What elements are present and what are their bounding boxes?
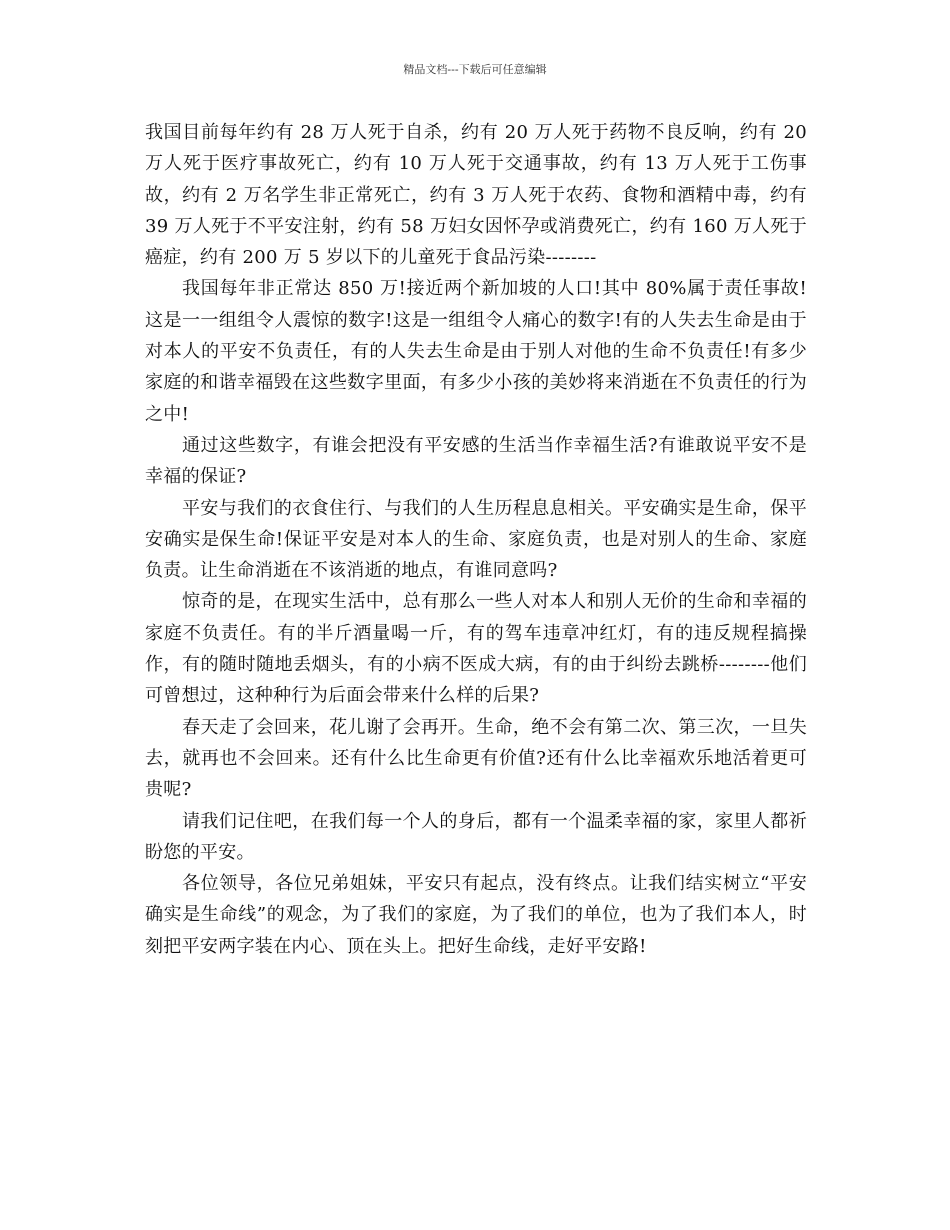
paragraph-life-once: 春天走了会回来，花儿谢了会再开。生命，绝不会有第二次、第三次，一旦失去，就再也不会回来。还有什么比生命更有价值?还有什么比幸福欢乐地活着更可贵呢? bbox=[145, 716, 807, 801]
paragraph-closing: 各位领导，各位兄弟姐妹，平安只有起点，没有终点。让我们结实树立“平安确实是生命线”的观念，为了我们的家庭，为了我们的单位，也为了我们本人，时刻把平安两字装在内心、顶在头上。把好生命线，走好平安路! bbox=[145, 873, 807, 957]
page-header: 精品文档---下载后可任意编辑 bbox=[403, 63, 547, 76]
paragraph-question: 通过这些数字，有谁会把没有平安感的生活当作幸福生活?有谁敢说平安不是幸福的保证? bbox=[145, 434, 807, 488]
paragraph-irresponsible-behavior: 惊奇的是，在现实生活中，总有那么一些人对本人和别人无价的生命和幸福的家庭不负责任。有的半斤酒量喝一斤，有的驾车违章冲红灯，有的违反规程搞操作，有的随时随地丢烟头，有的小病不医成大病，有的由于纠纷去跳桥--------他们可曾想过，这种种行为后面会带来什么样的后果? bbox=[145, 591, 807, 707]
paragraph-statistics: 我国目前每年约有 28 万人死于自杀，约有 20 万人死于药物不良反响，约有 20 万人死于医疗事故死亡，约有 10 万人死于交通事故，约有 13 万人死于工伤事故，约有 2 万名学生非正常死亡，约有 3 万人死于农药、食物和酒精中毒，约有 39 万人死于不平安注射，约有 58 万妇女因怀孕或消费死亡，约有 160 万人死于癌症，约有 200 万 5 岁以下的儿童死于食品污染-------- bbox=[145, 122, 807, 269]
document-body bbox=[145, 117, 807, 962]
paragraph-safety-is-life: 平安与我们的衣食住行、与我们的人生历程息息相关。平安确实是生命，保平安确实是保生命!保证平安是对本人的生命、家庭负责，也是对别人的生命、家庭负责。让生命消逝在不该消逝的地点，有谁同意吗? bbox=[145, 497, 807, 582]
paragraph-shocking-numbers: 我国每年非正常达 850 万!接近两个新加坡的人口!其中 80%属于责任事故!这是一一组组令人震惊的数字!这是一组组令人痛心的数字!有的人失去生命是由于对本人的平安不负责任，有的人失去生命是由于别人对他的生命不负责任!有多少家庭的和谐幸福毁在这些数字里面，有多少小孩的美妙将来消逝在不负责任的行为之中! bbox=[145, 278, 807, 425]
paragraph-remember-family: 请我们记住吧，在我们每一个人的身后，都有一个温柔幸福的家，家里人都祈盼您的平安。 bbox=[145, 810, 807, 863]
